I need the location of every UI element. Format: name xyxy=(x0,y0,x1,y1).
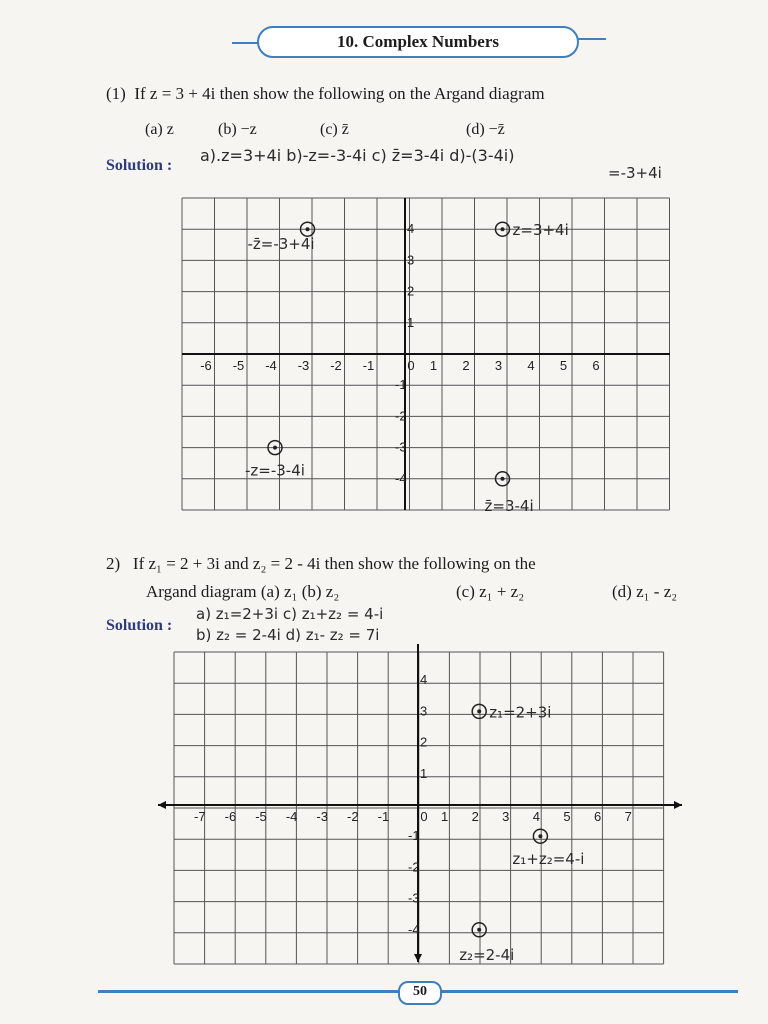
q1-part-a: (a) z xyxy=(145,121,174,138)
x-tick-label: -7 xyxy=(194,809,206,824)
point-label: z̄=3-4i xyxy=(484,496,534,515)
q2-statement-line-2 xyxy=(146,582,766,602)
chapter-title: 10. Complex Numbers xyxy=(257,26,579,58)
point-dot xyxy=(501,477,505,481)
x-tick-label: 7 xyxy=(624,809,632,824)
imaginary-axis-arrow-down xyxy=(414,954,422,962)
x-tick-label: 5 xyxy=(559,358,568,373)
point-label: z=3+4i xyxy=(512,221,569,240)
x-tick-label: -6 xyxy=(224,809,237,824)
x-tick-label: -3 xyxy=(316,809,328,824)
point-dot xyxy=(477,709,481,713)
q2-text-line-1: If z₁ = 2 + 3i and z₂ = 2 - 4i then show the following on the xyxy=(132,554,536,573)
q1-part-d: (d) −z̄ xyxy=(466,121,505,138)
x-tick-label: 1 xyxy=(429,358,438,373)
point-label: z₁=2+3i xyxy=(489,703,552,722)
x-tick-label: 4 xyxy=(527,358,535,373)
q2-part-d: (d) z₁ - z₂ xyxy=(612,582,678,601)
x-tick-label: 0 xyxy=(420,809,428,824)
q1-part-c: (c) z̄ xyxy=(320,121,349,138)
x-tick-label: 2 xyxy=(462,358,470,373)
title-rule-left xyxy=(232,42,258,44)
real-axis-arrow-left xyxy=(158,801,166,809)
x-tick-label: -2 xyxy=(330,358,342,373)
x-tick-label: -4 xyxy=(265,358,277,373)
y-tick-label: 2 xyxy=(420,734,428,750)
point-dot xyxy=(273,446,277,450)
q1-number: (1) xyxy=(106,84,126,103)
x-tick-label: -4 xyxy=(285,809,298,824)
y-tick-label: 1 xyxy=(420,765,428,781)
x-tick-label: -2 xyxy=(347,809,359,824)
q1-hand-line-1: a).z=3+4i b)-z=-3-4i c) z̄=3-4i d)-(3-4i) xyxy=(200,146,515,165)
q1-hand-line-2: =-3+4i xyxy=(608,164,662,182)
real-axis-arrow-right xyxy=(674,801,682,809)
x-tick-label: -6 xyxy=(200,358,212,373)
y-tick-label: -3 xyxy=(408,890,420,906)
q2-hand-line-1: a) z₁=2+3i c) z₁+z₂ = 4-i xyxy=(196,605,384,623)
title-rule-right xyxy=(578,38,606,40)
q1-text: If z = 3 + 4i then show the following on the Argand diagram xyxy=(134,84,545,103)
x-tick-label: 0 xyxy=(407,358,415,373)
x-tick-label: 3 xyxy=(494,358,503,373)
q1-part-b: (b) −z xyxy=(218,121,257,138)
x-tick-label: 2 xyxy=(471,809,479,824)
argand-diagram-2 xyxy=(150,640,690,970)
x-tick-label: -1 xyxy=(362,358,375,373)
x-tick-label: -5 xyxy=(232,358,245,373)
argand-diagram-1 xyxy=(170,190,670,530)
q2-solution-label: Solution : xyxy=(106,617,173,634)
footer-rule-right xyxy=(438,990,738,993)
x-tick-label: -3 xyxy=(297,358,310,373)
y-tick-label: -2 xyxy=(408,859,420,875)
x-tick-label: 6 xyxy=(593,809,602,824)
footer-rule-left xyxy=(98,990,398,993)
y-tick-label: -3 xyxy=(395,439,407,455)
y-tick-label: 3 xyxy=(420,703,428,719)
point-dot xyxy=(477,928,481,932)
point-label: -z̄=-3+4i xyxy=(247,235,315,254)
x-tick-label: 1 xyxy=(440,809,449,824)
y-tick-label: 3 xyxy=(407,252,415,268)
point-label: z₁+z₂=4-i xyxy=(512,850,585,869)
x-tick-label: 4 xyxy=(532,809,541,824)
q2-hand-line-2: b) z₂ = 2-4i d) z₁- z₂ = 7i xyxy=(196,626,380,644)
x-tick-label: -1 xyxy=(377,809,390,824)
q2-number: 2) xyxy=(106,554,121,573)
q1-statement xyxy=(106,84,545,104)
y-tick-label: -1 xyxy=(395,377,407,393)
y-tick-label: 2 xyxy=(407,283,415,299)
point-label: z₂=2-4i xyxy=(459,945,515,964)
y-tick-label: -1 xyxy=(408,828,420,844)
point-dot xyxy=(538,834,542,838)
y-tick-label: 4 xyxy=(407,221,415,237)
x-tick-label: 5 xyxy=(563,809,571,824)
y-tick-label: 1 xyxy=(407,314,415,330)
y-tick-label: -4 xyxy=(408,921,420,937)
page-number: 50 xyxy=(398,981,442,1005)
point-dot xyxy=(501,227,505,231)
point-dot xyxy=(306,227,310,231)
y-tick-label: -4 xyxy=(395,470,407,486)
y-tick-label: -2 xyxy=(395,408,407,424)
q1-solution-label: Solution : xyxy=(106,157,173,174)
q2-part-c: (c) z₁ + z₂ xyxy=(456,582,525,601)
q2-statement-line-1 xyxy=(106,554,536,574)
y-tick-label: 4 xyxy=(420,672,428,688)
q2-text-line-2: Argand diagram (a) z₁ (b) z₂ xyxy=(146,582,340,601)
x-tick-label: 6 xyxy=(592,358,600,373)
x-tick-label: -5 xyxy=(255,809,267,824)
point-label: -z=-3-4i xyxy=(245,461,305,480)
x-tick-label: 3 xyxy=(502,809,510,824)
